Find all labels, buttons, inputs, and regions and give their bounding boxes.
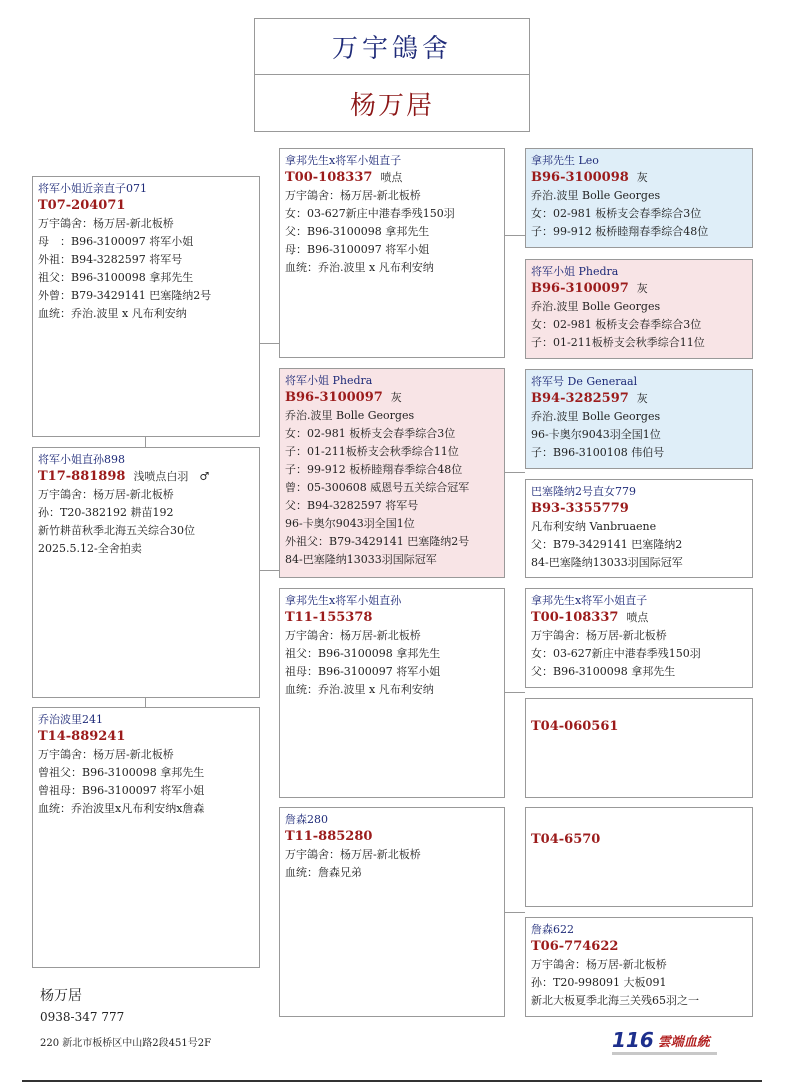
info-line: 祖父：B96-3100098 拿邦先生 xyxy=(38,271,194,284)
info-line: 子：01-211板桥支会秋季综合11位 xyxy=(531,336,705,349)
info-line: 父：B94-3282597 将军号 xyxy=(285,499,419,512)
pedigree-box-dam xyxy=(279,368,505,578)
info-line: 血统：乔治.波里 x 凡布利安纳 xyxy=(285,261,434,274)
info-line: 84-巴塞隆纳13033羽国际冠军 xyxy=(285,553,437,566)
bottom-rule xyxy=(22,1080,762,1082)
info-line: 母 ：B96-3100097 将军小姐 xyxy=(38,235,194,248)
info-line: 乔治.波里 Bolle Georges xyxy=(531,189,661,202)
connector-line xyxy=(504,235,525,236)
info-line: 父：B96-3100098 拿邦先生 xyxy=(285,225,430,238)
box-title: 将军小姐 Phedra xyxy=(531,265,619,278)
footer-phone: 0938-347 777 xyxy=(40,1010,125,1024)
info-line: 曾祖父：B96-3100098 拿邦先生 xyxy=(38,766,205,779)
box-title: 乔治波里241 xyxy=(38,713,103,726)
ring-number: T14-889241 xyxy=(38,729,126,744)
info-line: 母：B96-3100097 将军小姐 xyxy=(285,243,430,256)
info-line: 2025.5.12-全舍拍卖 xyxy=(38,542,142,555)
info-line: 血统：乔治波里x凡布利安纳x詹森 xyxy=(38,802,205,815)
owner-name: 杨万居 xyxy=(254,74,530,132)
logo-text: 雲端血統 xyxy=(657,1035,710,1050)
info-line: 子：01-211板桥支会秋季综合11位 xyxy=(285,445,459,458)
info-line: 父：B79-3429141 巴塞隆纳2 xyxy=(531,538,683,551)
box-title: 将军小姐近亲直子071 xyxy=(38,182,147,195)
box-title: 将军小姐 Phedra xyxy=(285,374,373,387)
info-line: 女：03-627新庄中港春季残150羽 xyxy=(285,207,455,220)
ring-number: T04-6570 xyxy=(531,832,601,847)
pedigree-box-grandsire-1 xyxy=(525,148,753,248)
ring-number: T11-885280 xyxy=(285,829,373,844)
info-line: 外曾：B79-3429141 巴塞隆纳2号 xyxy=(38,289,212,302)
info-line: 万宇鴿舍：杨万居-新北板桥 xyxy=(285,629,421,642)
info-line: 孙：T20-382192 耕苗192 xyxy=(38,506,174,519)
footer-owner-name: 杨万居 xyxy=(40,988,82,1004)
pedigree-box-sibling-dam xyxy=(279,807,505,1017)
ring-number: T00-108337 喷点 xyxy=(285,170,403,185)
box-title: 拿邦先生x将军小姐直孙 xyxy=(285,594,402,607)
info-line: 血统：詹森兄弟 xyxy=(285,866,362,879)
pedigree-box-granddam-1 xyxy=(525,259,753,359)
connector-line xyxy=(260,343,279,344)
info-line: 血统：乔治.波里 x 凡布利安纳 xyxy=(285,683,434,696)
plumage-color: 灰 xyxy=(636,282,648,295)
box-title: 拿邦先生 Leo xyxy=(531,154,599,167)
box-title: 拿邦先生x将军小姐直子 xyxy=(285,154,402,167)
pedigree-box-sibling-sire xyxy=(279,588,505,798)
pedigree-box-subject xyxy=(32,176,260,437)
connector-line xyxy=(145,697,146,707)
pedigree-box-granddam-3 xyxy=(525,698,753,798)
logo-number: 116 xyxy=(612,1028,654,1052)
pedigree-box-granddam-4 xyxy=(525,917,753,1017)
info-line: 凡布利安纳 Vanbruaene xyxy=(531,520,657,533)
info-line: 万宇鴿舍：杨万居-新北板桥 xyxy=(38,217,174,230)
info-line: 新北大板夏季北海三关残65羽之一 xyxy=(531,994,699,1007)
ring-number: T11-155378 xyxy=(285,610,373,625)
info-line: 血统：乔治.波里 x 凡布利安纳 xyxy=(38,307,187,320)
plumage-color: 灰 xyxy=(636,392,648,405)
ring-number: T00-108337 喷点 xyxy=(531,610,649,625)
ring-number: B96-3100097 灰 xyxy=(285,390,402,405)
info-line: 96-卡奥尔9043羽全国1位 xyxy=(531,428,661,441)
info-line: 96-卡奥尔9043羽全国1位 xyxy=(285,517,415,530)
info-line: 84-巴塞隆纳13033羽国际冠军 xyxy=(531,556,683,569)
ring-number: B96-3100098 灰 xyxy=(531,170,648,185)
box-title: 将军小姐直孙898 xyxy=(38,453,125,466)
info-line: 万宇鴿舍：杨万居-新北板桥 xyxy=(531,958,667,971)
info-line: 孙：T20-998091 大板091 xyxy=(531,976,667,989)
pedigree-box-granddam-2 xyxy=(525,479,753,578)
connector-line xyxy=(504,692,525,693)
logo-underline xyxy=(612,1052,717,1055)
plumage-color: 灰 xyxy=(636,171,648,184)
pedigree-box-grandsire-3 xyxy=(525,588,753,688)
ring-number: T07-204071 xyxy=(38,198,126,213)
plumage-color: 灰 xyxy=(390,391,402,404)
info-line: 曾：05-300608 威恩号五关综合冠军 xyxy=(285,481,470,494)
ring-number: T17-881898 浅喷点白羽 ♂ xyxy=(38,469,210,484)
info-line: 乔治.波里 Bolle Georges xyxy=(531,300,661,313)
info-line: 子：B96-3100108 伟伯号 xyxy=(531,446,665,459)
pedigree-box-sire xyxy=(279,148,505,358)
info-line: 万宇鴿舍：杨万居-新北板桥 xyxy=(38,748,174,761)
connector-line xyxy=(145,437,146,447)
info-line: 父：B96-3100098 拿邦先生 xyxy=(531,665,676,678)
ring-number: B94-3282597 灰 xyxy=(531,391,648,406)
connector-line xyxy=(504,472,525,473)
loft-name: 万宇鴿舍 xyxy=(254,18,530,74)
ring-number: T06-774622 xyxy=(531,939,619,954)
info-line: 女：02-981 板桥支会春季综合3位 xyxy=(531,318,702,331)
box-title: 詹森280 xyxy=(285,813,328,826)
info-line: 万宇鴿舍：杨万居-新北板桥 xyxy=(531,629,667,642)
info-line: 乔治.波里 Bolle Georges xyxy=(285,409,415,422)
info-line: 女：03-627新庄中港春季残150羽 xyxy=(531,647,701,660)
box-title: 巴塞隆纳2号直女779 xyxy=(531,485,636,498)
footer-address: 220 新北市板桥区中山路2段451号2F xyxy=(40,1038,212,1049)
info-line: 曾祖母：B96-3100097 将军小姐 xyxy=(38,784,205,797)
info-line: 祖母：B96-3100097 将军小姐 xyxy=(285,665,441,678)
box-title: 拿邦先生x将军小姐直子 xyxy=(531,594,648,607)
info-line: 外祖父：B79-3429141 巴塞隆纳2号 xyxy=(285,535,470,548)
pedigree-box-sibling-2 xyxy=(32,707,260,968)
info-line: 女：02-981 板桥支会春季综合3位 xyxy=(531,207,702,220)
info-line: 外祖：B94-3282597 将军号 xyxy=(38,253,183,266)
ring-number: B93-3355779 xyxy=(531,501,629,516)
info-line: 祖父：B96-3100098 拿邦先生 xyxy=(285,647,441,660)
connector-line xyxy=(504,912,525,913)
box-title: 将军号 De Generaal xyxy=(531,375,638,388)
info-line: 万宇鴿舍：杨万居-新北板桥 xyxy=(38,488,174,501)
box-title: 詹森622 xyxy=(531,923,574,936)
info-line: 万宇鴿舍：杨万居-新北板桥 xyxy=(285,189,421,202)
info-line: 子：99-912 板桥睦翔春季综合48位 xyxy=(531,225,709,238)
info-line: 新竹耕苗秋季北海五关综合30位 xyxy=(38,524,195,537)
info-line: 乔治.波里 Bolle Georges xyxy=(531,410,661,423)
info-line: 子：99-912 板桥睦翔春季综合48位 xyxy=(285,463,463,476)
info-line: 万宇鴿舍：杨万居-新北板桥 xyxy=(285,848,421,861)
plumage-color: 喷点 xyxy=(380,171,403,184)
info-line: 女：02-981 板桥支会春季综合3位 xyxy=(285,427,456,440)
pedigree-box-grandsire-2 xyxy=(525,369,753,469)
pedigree-box-sibling-1 xyxy=(32,447,260,698)
plumage-color: 浅喷点白羽 ♂ xyxy=(133,470,210,483)
plumage-color: 喷点 xyxy=(626,611,649,624)
ring-number: T04-060561 xyxy=(531,719,619,734)
ring-number: B96-3100097 灰 xyxy=(531,281,648,296)
pedigree-box-grandsire-4 xyxy=(525,807,753,907)
brand-logo xyxy=(612,1028,710,1052)
connector-line xyxy=(260,570,279,571)
